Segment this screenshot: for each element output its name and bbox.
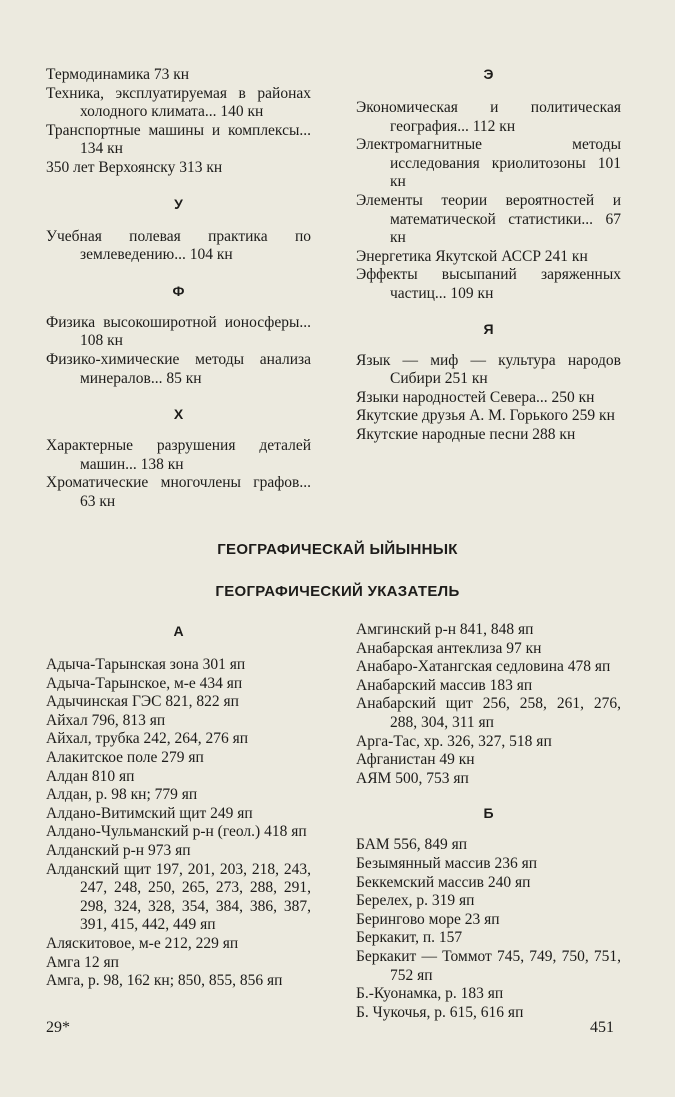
index-entry: Беркакит — Томмот 745, 749, 750, 751, 752 яп [356, 947, 621, 984]
index-entry: Анабарская антеклиза 97 кн [356, 639, 542, 657]
index-entry: Алдано-Чульманский р-н (геол.) 418 яп [46, 823, 307, 841]
index-entry: Якутские друзья А. М. Горького 259 кн [356, 407, 615, 425]
page-number: 451 [590, 1019, 614, 1036]
index-entry: Транспортные машины и комплексы... 134 кн [46, 121, 311, 158]
index-entry: Афганистан 49 кн [356, 751, 475, 769]
index-entry: Физика высокоширотной ионосферы... 108 кн [46, 313, 311, 350]
index-entry: Алданский щит 197, 201, 203, 218, 243, 247, 248, 250, 265, 273, 288, 291, 298, 324, 328, 354, 384, 386, 387, 391, 415, 442, 449 яп [46, 860, 311, 934]
letter-heading-e: Э [483, 66, 494, 82]
index-entry: Алакитское поле 279 яп [46, 748, 204, 766]
index-entry: Язык — миф — культура народов Сибири 251 кн [356, 351, 621, 388]
index-entry: Техника, эксплуатируемая в районах холодного климата... 140 кн [46, 84, 311, 121]
entries-t [46, 66, 311, 178]
index-entry: Беккемский массив 240 яп [356, 873, 531, 891]
entries-ya [356, 352, 621, 445]
entries-u [46, 228, 311, 265]
entries-f [46, 314, 311, 388]
index-entry: 350 лет Верхоянску 313 кн [46, 158, 223, 176]
index-entry: Адычинская ГЭС 821, 822 яп [46, 693, 239, 711]
index-entry: Алданский р-н 973 яп [46, 841, 191, 859]
index-entry: Беркакит, п. 157 [356, 929, 463, 947]
top-left-column [46, 66, 311, 512]
section-heading-yakut: ГЕОГРАФИЧЕСКАЙ ЫЙЫННЬІК [217, 541, 458, 558]
letter-heading-h: Х [173, 406, 184, 423]
entries-b [356, 836, 621, 1022]
letter-heading-f: Ф [172, 282, 185, 299]
index-entry: Алдано-Витимский щит 249 яп [46, 804, 253, 822]
index-entry: Электромагнитные методы исследования криолитозоны 101 кн [356, 136, 621, 191]
printer-signature: 29* [46, 1019, 70, 1036]
index-entry: Айхал, трубка 242, 264, 276 яп [46, 730, 249, 748]
entries-h [46, 437, 311, 511]
entries-a-right [356, 621, 621, 788]
index-entry: АЯМ 500, 753 яп [356, 769, 469, 787]
index-entry: Хроматические многочлены графов... 63 кн [46, 474, 311, 510]
index-entry: Элементы теории вероятностей и математической статистики... 67 кн [356, 191, 621, 247]
index-entry: Характерные разрушения деталей машин... 138 кн [46, 437, 311, 473]
index-entry: Амгинский р-н 841, 848 яп [356, 621, 534, 638]
letter-heading-b: Б [483, 805, 494, 822]
index-entry: Берингово море 23 яп [356, 910, 500, 928]
index-entry: Анабарский щит 256, 258, 261, 276, 288, 304, 311 яп [356, 695, 621, 731]
index-entry: Амга, р. 98, 162 кн; 850, 855, 856 яп [46, 972, 283, 990]
letter-heading-a: А [173, 623, 184, 639]
index-entry: Анабаро-Хатангская седловина 478 яп [356, 658, 611, 676]
letter-heading-u: У [174, 195, 183, 212]
geo-right-column [356, 621, 621, 1022]
index-entry: Языки народностей Севера... 250 кн [356, 388, 595, 406]
index-entry: Термодинамика 73 кн [46, 66, 190, 83]
index-entry: Алдан, р. 98 кн; 779 яп [46, 786, 198, 804]
index-entry: Адыча-Тарынское, м-е 434 яп [46, 674, 243, 692]
index-entry: Анабарский массив 183 яп [356, 676, 533, 694]
index-entry: Алдан 810 яп [46, 767, 135, 785]
index-entry: Арга-Тас, хр. 326, 327, 518 яп [356, 732, 552, 750]
entries-a-left [46, 656, 311, 991]
index-entry: Эффекты высыпаний заряженных частиц... 109 кн [356, 266, 621, 302]
index-entry: Айхал 796, 813 яп [46, 711, 166, 729]
index-entry: Энергетика Якутской АССР 241 кн [356, 247, 588, 265]
index-entry: Безымянный массив 236 яп [356, 854, 537, 872]
geo-left-column [46, 622, 311, 991]
letter-heading-ya: Я [483, 320, 494, 337]
index-entry: БАМ 556, 849 яп [356, 836, 468, 854]
entries-e [356, 99, 621, 304]
index-entry: Амга 12 яп [46, 953, 119, 971]
index-entry: Якутские народные песни 288 кн [356, 425, 576, 443]
index-entry: Б. Чукочья, р. 615, 616 яп [356, 1003, 524, 1021]
index-entry: Б.-Куонамка, р. 183 яп [356, 985, 504, 1003]
top-right-column [356, 65, 621, 445]
index-entry: Физико-химические методы анализа минералов... 85 кн [46, 350, 311, 387]
index-entry: Учебная полевая практика по землеведению... 104 кн [46, 227, 311, 264]
index-entry: Экономическая и политическая география... 112 кн [356, 99, 621, 135]
section-heading-russian: ГЕОГРАФИЧЕСКИЙ УКАЗАТЕЛЬ [215, 583, 460, 600]
index-entry: Берелех, р. 319 яп [356, 892, 475, 910]
index-entry: Аляскитовое, м-е 212, 229 яп [46, 934, 239, 952]
index-entry: Адыча-Тарынская зона 301 яп [46, 656, 246, 673]
